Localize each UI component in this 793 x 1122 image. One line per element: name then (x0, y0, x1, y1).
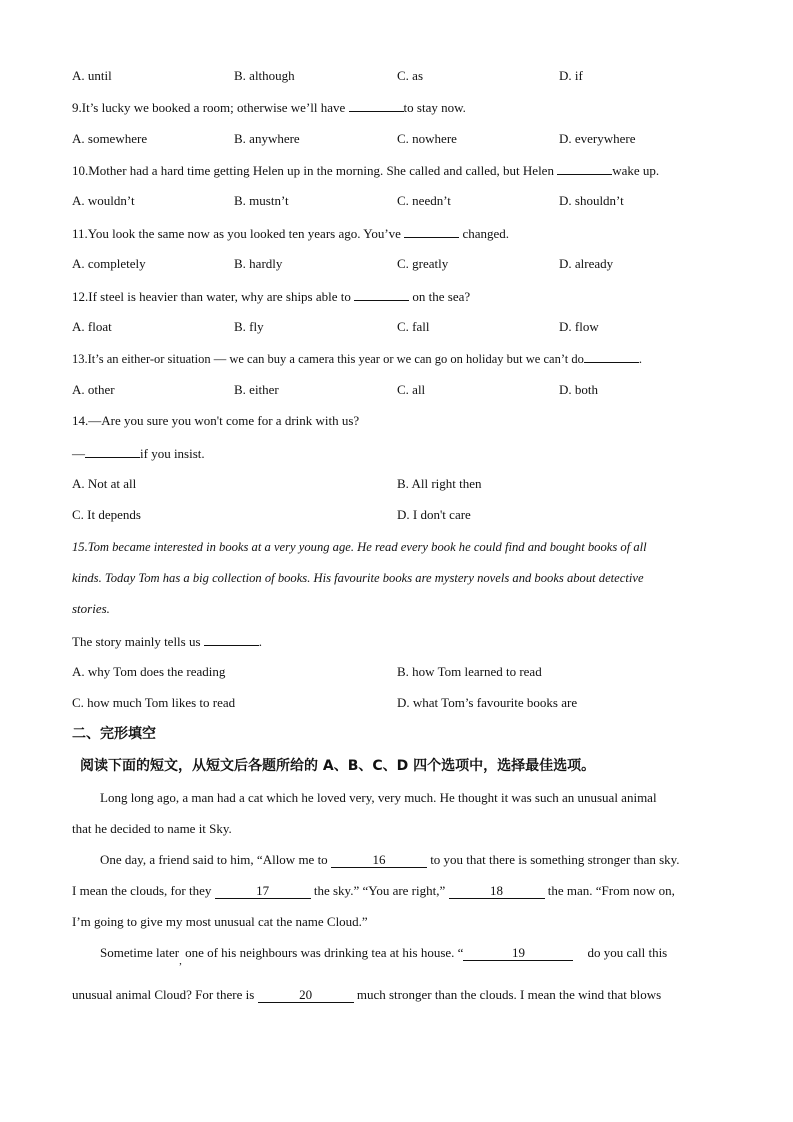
q11-option-b[interactable]: B. hardly (234, 256, 283, 271)
q11-text-before: 11.You look the same now as you looked ten years ago. You’ve (72, 226, 405, 241)
passage-text: much stronger than the clouds. I mean the wind that blows (353, 987, 662, 1002)
q13-option-a[interactable]: A. other (72, 382, 115, 397)
q15-option-a[interactable]: A. why Tom does the reading (72, 664, 226, 679)
passage-p2-line-3: I’m going to give my most unusual cat the name Cloud.” (72, 914, 368, 929)
q10-option-a[interactable]: A. wouldn’t (72, 193, 135, 208)
q13-text-before: 13.It’s an either-or situation — we can buy a camera this year or we can go on holiday but we can’t do (72, 352, 584, 366)
q15-text-after: . (258, 634, 263, 649)
q10-option-d[interactable]: D. shouldn’t (559, 193, 624, 208)
passage-text: I mean the clouds, for they (72, 883, 215, 898)
q10-blank[interactable] (557, 162, 612, 175)
q14-option-b[interactable]: B. All right then (397, 476, 482, 491)
q10-text-before: 10.Mother had a hard time getting Helen up in the morning. She called and called, but Helen (72, 163, 558, 178)
q14-blank[interactable] (85, 445, 140, 458)
q15-option-b[interactable]: B. how Tom learned to read (397, 664, 542, 679)
q9-text-before: 9.It’s lucky we booked a room; otherwise we’ll have (72, 100, 349, 115)
passage-text: the sky.” “You are right,” (310, 883, 449, 898)
passage-text: one of his neighbours was drinking tea at his house. “ (181, 945, 464, 960)
q11-option-c[interactable]: C. greatly (397, 256, 449, 271)
q8-option-d[interactable]: D. if (559, 68, 583, 83)
q11-option-a[interactable]: A. completely (72, 256, 146, 271)
q15-passage-line-2: kinds. Today Tom has a big collection of books. His favourite books are mystery novels and books about detective (72, 571, 644, 585)
q12-text-after: on the sea? (409, 289, 471, 304)
q12-text-before: 12.If steel is heavier than water, why are ships able to (72, 289, 355, 304)
q14-dash: — (72, 446, 85, 461)
cloze-blank-16[interactable]: 16 (331, 853, 427, 868)
q13-option-c[interactable]: C. all (397, 382, 426, 397)
q8-option-a[interactable]: A. until (72, 68, 112, 83)
passage-text: do you call this (587, 945, 668, 960)
q13-text-after: . (638, 352, 642, 366)
q15-option-c[interactable]: C. how much Tom likes to read (72, 695, 236, 710)
passage-p3-line-2 (72, 987, 661, 1003)
q10-text-after: wake up. (612, 163, 660, 178)
q10-option-c[interactable]: C. needn’t (397, 193, 451, 208)
q9-option-b[interactable]: B. anywhere (234, 131, 300, 146)
q11-text-after: changed. (459, 226, 510, 241)
cloze-blank-17[interactable]: 17 (215, 884, 311, 899)
q9-stem (72, 99, 466, 116)
q10-stem (72, 162, 659, 179)
passage-p3-line-1 (100, 945, 668, 967)
q15-blank[interactable] (204, 633, 259, 646)
section-instruction: 阅读下面的短文，从短文后各题所给的 A、B、C、D 四个选项中，选择最佳选项。 (80, 758, 596, 774)
passage-comma: , (179, 955, 182, 967)
q14-option-c[interactable]: C. It depends (72, 507, 141, 522)
q12-option-d[interactable]: D. flow (559, 319, 599, 334)
passage-text: unusual animal Cloud? For there is (72, 987, 258, 1002)
cloze-blank-19[interactable]: 19 (463, 946, 573, 961)
q9-option-d[interactable]: D. everywhere (559, 131, 636, 146)
passage-text: Sometime later (100, 945, 180, 960)
q9-option-a[interactable]: A. somewhere (72, 131, 148, 146)
passage-text: the man. “From now on, (544, 883, 675, 898)
q15-text-before: The story mainly tells us (72, 634, 204, 649)
q12-blank[interactable] (354, 288, 409, 301)
q12-option-b[interactable]: B. fly (234, 319, 264, 334)
q13-stem (72, 350, 642, 367)
q15-option-d[interactable]: D. what Tom’s favourite books are (397, 695, 578, 710)
q12-stem (72, 288, 470, 305)
q12-option-a[interactable]: A. float (72, 319, 112, 334)
cloze-blank-20[interactable]: 20 (258, 988, 354, 1003)
q11-blank[interactable] (404, 225, 459, 238)
passage-text: One day, a friend said to him, “Allow me to (100, 852, 331, 867)
q9-option-c[interactable]: C. nowhere (397, 131, 457, 146)
q10-option-b[interactable]: B. mustn’t (234, 193, 289, 208)
passage-text: to you that there is something stronger than sky. (426, 852, 680, 867)
q14-option-a[interactable]: A. Not at all (72, 476, 137, 491)
cloze-blank-18[interactable]: 18 (449, 884, 545, 899)
passage-p1-line-2: that he decided to name it Sky. (72, 821, 232, 836)
passage-p1-line-1: Long long ago, a man had a cat which he loved very, very much. He thought it was such an unusual animal (100, 790, 657, 805)
q14-option-d[interactable]: D. I don't care (397, 507, 471, 522)
q15-passage-line-1: 15.Tom became interested in books at a very young age. He read every book he could find and bought books of all (72, 540, 647, 554)
q8-option-c[interactable]: C. as (397, 68, 423, 83)
q9-text-after: to stay now. (403, 100, 466, 115)
section-title: 二、完形填空 (72, 726, 156, 742)
q14-text-after: if you insist. (140, 446, 205, 461)
q8-option-b[interactable]: B. although (234, 68, 295, 83)
passage-p2-line-1 (100, 852, 680, 868)
q13-option-d[interactable]: D. both (559, 382, 598, 397)
q14-reply (72, 445, 205, 462)
q12-option-c[interactable]: C. fall (397, 319, 430, 334)
q13-blank[interactable] (584, 350, 639, 363)
q15-question (72, 633, 262, 650)
q15-passage-line-3: stories. (72, 601, 110, 616)
q11-option-d[interactable]: D. already (559, 256, 614, 271)
q11-stem (72, 225, 509, 242)
q13-option-b[interactable]: B. either (234, 382, 279, 397)
q9-blank[interactable] (349, 99, 404, 112)
q14-stem: 14.—Are you sure you won't come for a drink with us? (72, 413, 360, 428)
passage-p2-line-2 (72, 883, 675, 899)
